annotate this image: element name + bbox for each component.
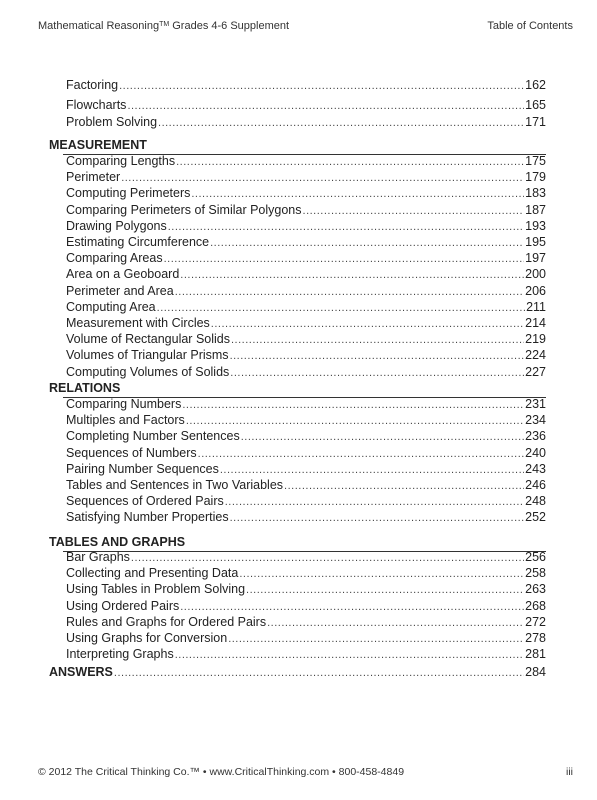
toc-entry-page: 214: [525, 316, 546, 330]
dot-leader: [186, 414, 524, 428]
toc-entry-title: Tables and Sentences in Two Variables: [66, 478, 284, 492]
toc-entry-page: 200: [525, 267, 546, 281]
toc-entry-page: 281: [525, 647, 546, 661]
toc-entry-page: 195: [525, 235, 546, 249]
toc-entry-page: 243: [525, 462, 546, 476]
dot-leader: [164, 252, 525, 266]
dot-leader: [246, 583, 524, 597]
dot-leader: [284, 479, 524, 493]
dot-leader: [157, 301, 525, 315]
book-title: [38, 20, 289, 32]
toc-entry-title: Estimating Circumference: [66, 235, 210, 249]
toc-entry[interactable]: [66, 315, 546, 331]
dot-leader: [182, 398, 524, 412]
toc-entry-title: Drawing Polygons: [66, 219, 167, 233]
toc-entry[interactable]: [66, 565, 546, 581]
toc-entry-page: 263: [525, 582, 546, 596]
toc-entry-title: Factoring: [66, 78, 119, 92]
toc-entry-title: Sequences of Numbers: [66, 446, 197, 460]
toc-entry-page: 256: [525, 550, 546, 564]
dot-leader: [158, 116, 524, 130]
toc-entry-title: Pairing Number Sequences: [66, 462, 219, 476]
page-number: iii: [566, 766, 573, 778]
toc-entry-page: 197: [525, 251, 546, 265]
toc-entry-title: ANSWERS: [49, 665, 113, 679]
toc-entry[interactable]: [66, 396, 546, 412]
toc-entry[interactable]: [66, 202, 546, 218]
toc-entry[interactable]: [66, 185, 546, 201]
toc-entry-page: 236: [525, 429, 546, 443]
dot-leader: [230, 366, 524, 380]
toc-entry-title: Perimeter: [66, 170, 121, 184]
toc-entry[interactable]: [66, 153, 546, 169]
toc-entry-title: Satisfying Number Properties: [66, 510, 229, 524]
toc-entry-title: Flowcharts: [66, 98, 127, 112]
section-heading-relations: RELATIONS: [49, 381, 121, 395]
dot-leader: [127, 99, 524, 113]
toc-entry-title: Sequences of Ordered Pairs: [66, 494, 224, 508]
toc-entry[interactable]: [66, 347, 546, 363]
toc-entry-page: 258: [525, 566, 546, 580]
dot-leader: [176, 155, 524, 169]
toc-entry-title: Computing Volumes of Solids: [66, 365, 230, 379]
toc-entry-title: Using Tables in Problem Solving: [66, 582, 246, 596]
toc-entry[interactable]: [66, 614, 546, 630]
toc-entry[interactable]: [66, 169, 546, 185]
dot-leader: [180, 268, 524, 282]
toc-entry[interactable]: [66, 646, 546, 662]
toc-entry-page: 248: [525, 494, 546, 508]
dot-leader: [175, 285, 524, 299]
dot-leader: [175, 648, 524, 662]
toc-entry-title: Perimeter and Area: [66, 284, 174, 298]
dot-leader: [267, 616, 524, 630]
dot-leader: [210, 236, 524, 250]
dot-leader: [241, 430, 524, 444]
toc-entry[interactable]: [66, 461, 546, 477]
toc-entry[interactable]: [66, 77, 546, 93]
toc-entry[interactable]: [66, 412, 546, 428]
toc-entry-title: Using Graphs for Conversion: [66, 631, 228, 645]
toc-entry[interactable]: [66, 331, 546, 347]
dot-leader: [114, 666, 524, 680]
book-title-text: Mathematical Reasoning: [38, 20, 160, 32]
toc-entry[interactable]: [66, 477, 546, 493]
toc-entry[interactable]: [66, 549, 546, 565]
dot-leader: [225, 495, 524, 509]
toc-entry-page: 234: [525, 413, 546, 427]
toc-entry[interactable]: [66, 250, 546, 266]
section-heading-measurement: MEASUREMENT: [49, 138, 147, 152]
toc-entry-page: 162: [525, 78, 546, 92]
section-title: Table of Contents: [487, 20, 573, 32]
dot-leader: [230, 349, 525, 363]
toc-entry-page: 227: [525, 365, 546, 379]
toc-entry-title: Comparing Numbers: [66, 397, 182, 411]
toc-entry[interactable]: [66, 581, 546, 597]
toc-entry-page: 175: [525, 154, 546, 168]
toc-entry-title: Volumes of Triangular Prisms: [66, 348, 229, 362]
toc-entry[interactable]: [66, 630, 546, 646]
toc-entry-page: 165: [525, 98, 546, 112]
toc-entry[interactable]: [66, 364, 546, 380]
toc-entry-page: 183: [525, 186, 546, 200]
toc-entry-title: Comparing Lengths: [66, 154, 176, 168]
toc-entry[interactable]: [66, 299, 546, 315]
toc-entry-page: 193: [525, 219, 546, 233]
toc-entry[interactable]: [66, 509, 546, 525]
dot-leader: [121, 171, 524, 185]
toc-entry[interactable]: [66, 97, 546, 113]
toc-entry-page: 171: [525, 115, 546, 129]
toc-entry-title: Multiples and Factors: [66, 413, 185, 427]
toc-entry-page: 231: [525, 397, 546, 411]
toc-entry-title: Problem Solving: [66, 115, 158, 129]
toc-entry-title: Area on a Geoboard: [66, 267, 180, 281]
toc-entry-title: Comparing Areas: [66, 251, 163, 265]
toc-entry-title: Completing Number Sentences: [66, 429, 240, 443]
toc-entry-answers[interactable]: [49, 664, 546, 680]
toc-entry-page: 284: [525, 665, 546, 679]
dot-leader: [239, 567, 524, 581]
dot-leader: [168, 220, 524, 234]
dot-leader: [119, 79, 524, 93]
dot-leader: [231, 333, 524, 347]
dot-leader: [228, 632, 524, 646]
toc-entry-title: Computing Perimeters: [66, 186, 191, 200]
toc-entry[interactable]: [66, 445, 546, 461]
toc-entry-page: 224: [525, 348, 546, 362]
toc-entry-page: 246: [525, 478, 546, 492]
copyright-notice: © 2012 The Critical Thinking Co.™ • www.CriticalThinking.com • 800-458-4849: [38, 766, 405, 778]
toc-entry-title: Measurement with Circles: [66, 316, 210, 330]
dot-leader: [131, 551, 524, 565]
toc-entry-title: Comparing Perimeters of Similar Polygons: [66, 203, 302, 217]
toc-entry[interactable]: [66, 266, 546, 282]
toc-entry-page: 211: [526, 300, 546, 314]
toc-entry-title: Volume of Rectangular Solids: [66, 332, 230, 346]
toc-entry-title: Rules and Graphs for Ordered Pairs: [66, 615, 267, 629]
toc-entry-page: 252: [525, 510, 546, 524]
dot-leader: [191, 187, 524, 201]
toc-entry[interactable]: [66, 234, 546, 250]
toc-entry-page: 278: [525, 631, 546, 645]
toc-entry[interactable]: [66, 493, 546, 509]
toc-entry-title: Computing Area: [66, 300, 156, 314]
toc-entry-page: 219: [525, 332, 546, 346]
dot-leader: [211, 317, 524, 331]
book-subtitle-text: Grades 4-6 Supplement: [169, 20, 290, 32]
toc-entry-page: 206: [525, 284, 546, 298]
toc-entry-page: 187: [525, 203, 546, 217]
toc-entry[interactable]: [66, 428, 546, 444]
dot-leader: [198, 447, 525, 461]
trademark-mark: TM: [159, 21, 170, 28]
toc-entry[interactable]: [66, 114, 546, 130]
toc-entry[interactable]: [66, 283, 546, 299]
toc-entry-title: Collecting and Presenting Data: [66, 566, 239, 580]
toc-entry-page: 240: [525, 446, 546, 460]
dot-leader: [230, 511, 525, 525]
toc-entry-page: 179: [525, 170, 546, 184]
toc-entry[interactable]: [66, 218, 546, 234]
toc-entry-title: Using Ordered Pairs: [66, 599, 180, 613]
toc-entry-title: Interpreting Graphs: [66, 647, 174, 661]
section-heading-tables-and-graphs: TABLES AND GRAPHS: [49, 535, 186, 549]
dot-leader: [220, 463, 524, 477]
dot-leader: [180, 600, 524, 614]
toc-entry-page: 268: [525, 599, 546, 613]
dot-leader: [303, 204, 525, 218]
toc-entry-title: Bar Graphs: [66, 550, 130, 564]
toc-entry[interactable]: [66, 598, 546, 614]
toc-entry-page: 272: [525, 615, 546, 629]
